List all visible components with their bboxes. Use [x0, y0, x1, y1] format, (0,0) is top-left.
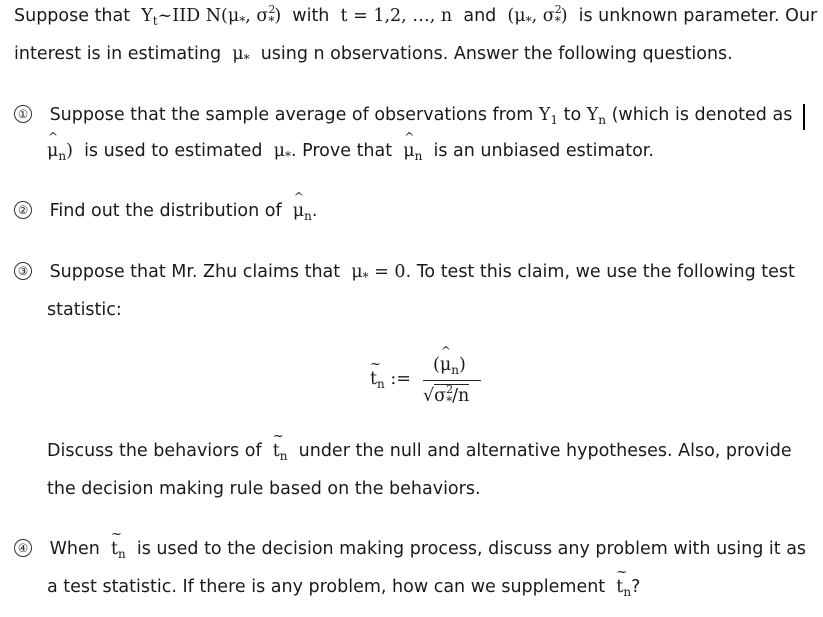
question-1-line-2: ^ $\mu_n$) is used to estimated $\mu_*$. Prove that ^ $\mu_n$ is an unbiased estimator. — [47, 141, 654, 161]
question-3-number: ③ — [14, 262, 32, 280]
formula-denominator: $√\sigma^2_*/n$ — [423, 383, 470, 408]
intro-line-2: interest is in estimating $\mu_*$ using n observations. Answer the following questions. — [14, 44, 733, 66]
question-1-line-1: ① Suppose that the sample average of observations from $Y_1$ to $Y_n$ (which is denoted as — [14, 105, 792, 125]
question-2-number: ② — [14, 201, 32, 219]
question-4-number: ④ — [14, 539, 32, 557]
formula-numerator: (^ $\mu_n$) — [433, 355, 466, 375]
question-1-number: ① — [14, 105, 32, 123]
question-4-line-1: ④ When ~ $t_n$ is used to the decision making process, discuss any problem with using it as — [14, 539, 806, 559]
question-4-line-2: a test statistic. If there is any problem, how can we supplement ~ $t_n$? — [47, 577, 640, 597]
formula-lhs: ~ $t_n$ := — [370, 369, 411, 389]
question-3-after-line-1: Discuss the behaviors of ~ $t_n$ under the null and alternative hypotheses. Also, provide — [47, 441, 792, 461]
question-2-line-1: ② Find out the distribution of ^ $\mu_n$. — [14, 201, 317, 221]
question-3-line-2: statistic: — [47, 300, 122, 320]
question-3-line-1: ③ Suppose that Mr. Zhu claims that $\mu_* = 0$. To test this claim, we use the following test — [14, 262, 795, 282]
fraction-bar — [423, 380, 481, 381]
intro-line-1: Suppose that $Y_t\sim IID$ $N(\mu_*$, $\sigma^2_*$) with t = 1,2, …, n and ($\mu_*$, $\sigma^2_*$) is unknown parameter. Our — [14, 3, 818, 28]
question-3-after-line-2: the decision making rule based on the behaviors. — [47, 479, 481, 499]
text-cursor — [803, 104, 805, 130]
